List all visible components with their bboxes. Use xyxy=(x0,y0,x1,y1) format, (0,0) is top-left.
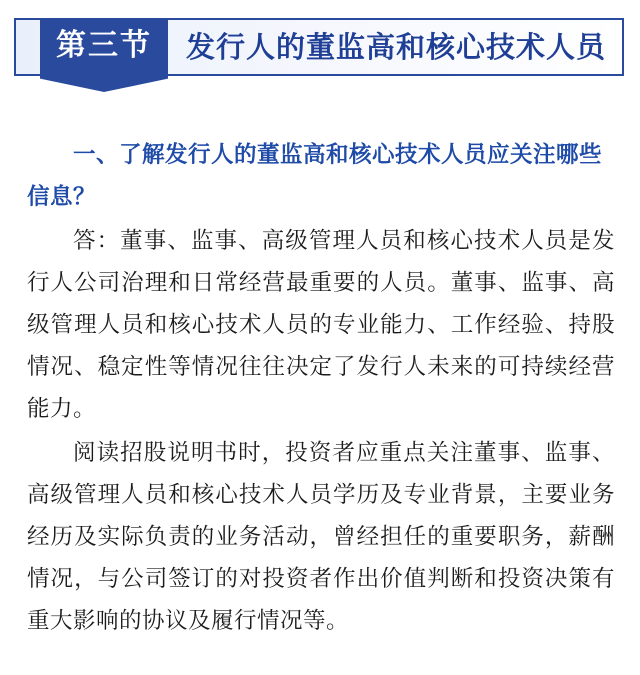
answer-paragraph: 答：董事、监事、高级管理人员和核心技术人员是发行人公司治理和日常经营最重要的人员。董事、监事、高级管理人员和核心技术人员的专业能力、工作经验、持股情况、稳定性等情况往往决定了发行人未来的可持续经营能力。 xyxy=(27,228,615,422)
guidance-paragraph: 阅读招股说明书时，投资者应重点关注董事、监事、高级管理人员和核心技术人员学历及专业背景，主要业务经历及实际负责的业务活动，曾经担任的重要职务，薪酬情况，与公司签订的对投资者作出价值判断和投资决策有重大影响的协议及履行情况等。 xyxy=(27,440,615,634)
section-header xyxy=(14,18,626,88)
section-tag-label: 第三节 xyxy=(56,28,152,63)
question-heading: 一、了解发行人的董监高和核心技术人员应关注哪些信息？ xyxy=(27,142,603,210)
article-body xyxy=(27,134,615,642)
section-title: 发行人的董监高和核心技术人员 xyxy=(186,30,607,64)
